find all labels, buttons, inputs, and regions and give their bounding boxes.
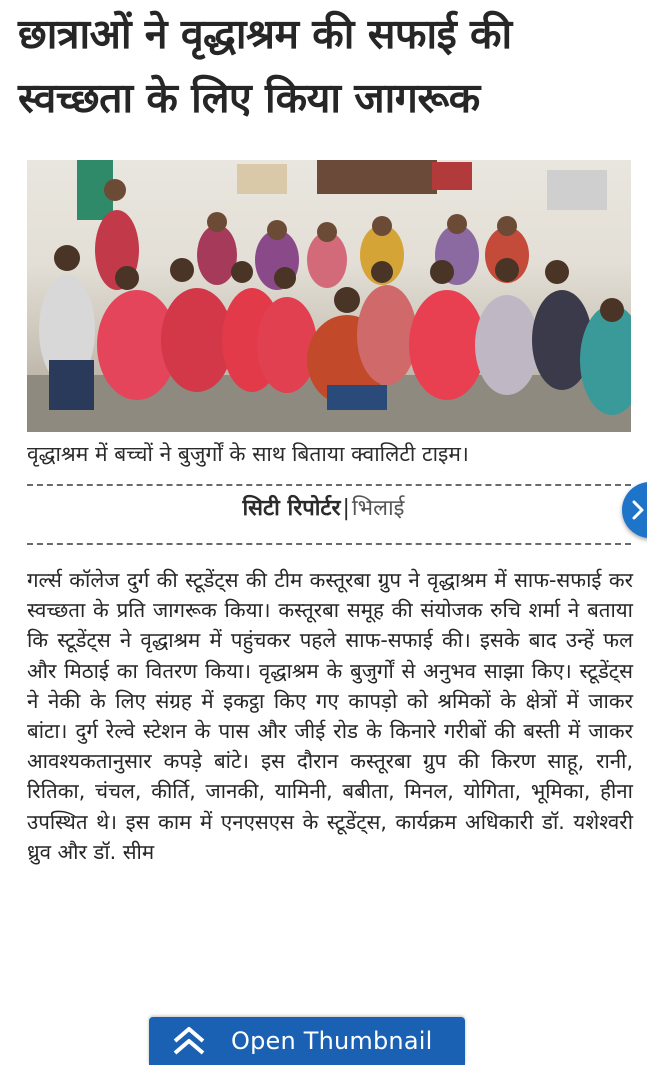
double-chevron-up-icon [169,1025,209,1057]
byline [0,494,647,524]
byline-name: सिटी रिपोर्टर [242,496,341,521]
photo-caption: वृद्धाश्रम में बच्चों ने बुजुर्गों के साथ बिताया क्वालिटी टाइम। [27,442,469,466]
dashed-divider [27,543,631,545]
chevron-right-icon [631,499,645,521]
open-thumbnail-label: Open Thumbnail [231,1027,433,1055]
open-thumbnail-button[interactable] [149,1017,465,1065]
headline-line-2: स्वच्छता के लिए किया जागरूक [18,74,480,122]
dashed-divider [27,484,631,486]
next-button[interactable] [622,482,647,538]
article-headline [18,2,630,130]
article-body: गर्ल्स कॉलेज दुर्ग की स्टूडेंट्स की टीम कस्तूरबा ग्रुप ने वृद्धाश्रम में साफ-सफाई कर स्वच्छता के प्रति जागरूक किया। कस्तूरबा समूह की संयोजक रुचि शर्मा ने बताया कि स्टूडेंट्स ने वृद्धाश्रम में पहुंचकर पहले साफ-सफाई की। इसके बाद उन्हें फल और मिठाई का वितरण किया। वृद्धाश्रम के बुजुर्गों से अनुभव साझा किए। स्टूडेंट्स ने नेकी के लिए संग्रह में इकट्ठा किए गए कापड़ो को श्रमिकों के क्षेत्रों में जाकर बांटा। दुर्ग रेल्वे स्टेशन के पास और जीई रोड के किनारे गरीबों की बस्ती में जाकर आवश्यकतानुसार कपड़े बांटे। इस दौरान कस्तूरबा ग्रुप की किरण साहू, रानी, रितिका, चंचल, कीर्ति, जानकी, यामिनी, बबीता, मिनल, योगिता, भूमिका, हीना उपस्थित थे। इस काम में एनएसएस के स्टूडेंट्स, कार्यक्रम अधिकारी डॉ. यशेश्वरी ध्रुव और डॉ. सीम [27,568,633,864]
byline-separator: | [342,496,350,521]
headline-line-1: छात्राओं ने वृद्धाश्रम की सफाई की [18,10,512,58]
group-photo [27,160,631,432]
byline-city: भिलाई [351,496,405,521]
